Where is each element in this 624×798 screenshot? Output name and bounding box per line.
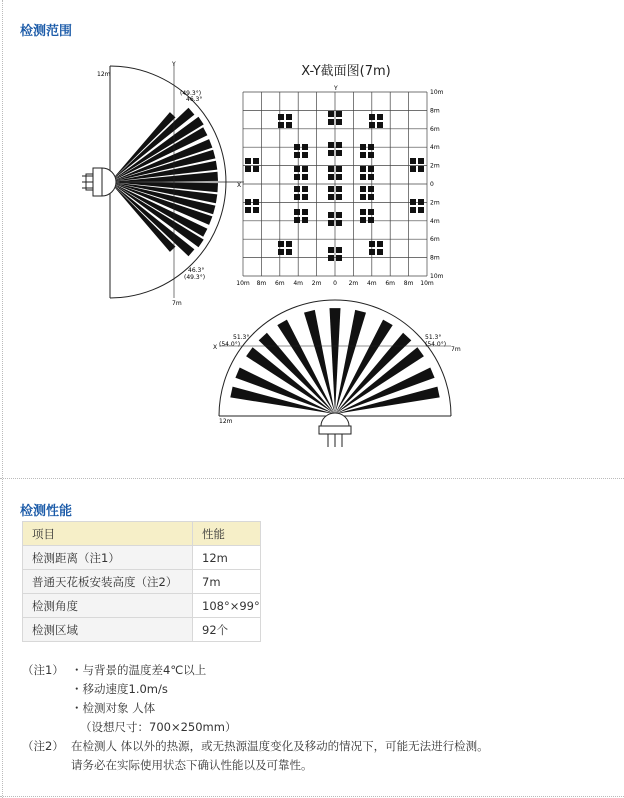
detection-zone bbox=[369, 114, 383, 128]
range-section-title: 检测范围 bbox=[20, 24, 73, 39]
row-item: 检测角度 bbox=[23, 594, 193, 618]
table-row bbox=[23, 570, 261, 594]
front-beam bbox=[277, 320, 335, 414]
side-top-angle-a: (49.3°) bbox=[180, 90, 202, 97]
detection-zone bbox=[294, 166, 308, 180]
side-bottom-distance: 7m bbox=[172, 300, 182, 307]
grid-right-tick: 4m bbox=[430, 144, 440, 152]
detection-zone bbox=[294, 186, 308, 200]
grid-right-tick: 4m bbox=[430, 217, 440, 225]
left-dotted-border bbox=[2, 0, 3, 798]
front-bottom-distance: 12m bbox=[219, 418, 233, 425]
grid-right-ticks bbox=[430, 89, 444, 280]
grid-right-tick: 6m bbox=[430, 236, 440, 244]
note2-line: 在检测人 体以外的热源，或无热源温度变化及移动的情况下，可能无法进行检测。 bbox=[71, 739, 489, 753]
header-value: 性能 bbox=[193, 522, 261, 546]
front-beam bbox=[335, 320, 393, 414]
row-item: 检测距离（注1） bbox=[23, 546, 193, 570]
front-right-distance: 7m bbox=[451, 346, 461, 353]
front-right-angle-b: (54.0°) bbox=[425, 341, 447, 348]
detection-zone bbox=[410, 158, 424, 172]
detection-zone bbox=[410, 199, 424, 213]
grid-bottom-tick: 6m bbox=[274, 280, 285, 287]
front-left-angle-a: 51.3° bbox=[233, 334, 250, 341]
grid-right-tick: 0 bbox=[430, 181, 434, 188]
detection-zone bbox=[245, 199, 259, 213]
performance-table bbox=[22, 521, 261, 642]
bottom-divider bbox=[0, 796, 624, 797]
front-left-angle-b: (54.0°) bbox=[219, 341, 241, 348]
detection-zone bbox=[245, 158, 259, 172]
side-top-angle-b: 46.3° bbox=[186, 96, 203, 103]
section-divider bbox=[0, 478, 624, 479]
grid-right-tick: 8m bbox=[430, 107, 440, 115]
side-view-diagram bbox=[60, 58, 245, 308]
row-value: 12m bbox=[193, 546, 261, 570]
row-value: 7m bbox=[193, 570, 261, 594]
table-row bbox=[23, 546, 261, 570]
row-value: 108°×99° bbox=[193, 594, 261, 618]
grid-right-tick: 10m bbox=[430, 89, 444, 96]
front-x-label: X bbox=[213, 344, 218, 351]
table-row bbox=[23, 594, 261, 618]
grid-bottom-tick: 8m bbox=[256, 280, 267, 287]
grid-title: X-Y截面图(7m) bbox=[301, 64, 391, 79]
grid-bottom-tick: 10m bbox=[236, 280, 250, 287]
grid-lines bbox=[243, 92, 427, 276]
front-view-beams bbox=[230, 308, 442, 414]
row-item: 检测区域 bbox=[23, 618, 193, 642]
sensor-side-icon bbox=[82, 168, 116, 196]
grid-bottom-tick: 8m bbox=[403, 280, 414, 287]
table-row bbox=[23, 618, 261, 642]
grid-bottom-ticks bbox=[236, 280, 434, 287]
front-right-angle-a: 51.3° bbox=[425, 334, 442, 341]
grid-bottom-tick: 6m bbox=[385, 280, 396, 287]
grid-bottom-tick: 0 bbox=[333, 280, 337, 287]
row-item: 普通天花板安装高度（注2） bbox=[23, 570, 193, 594]
grid-bottom-tick: 4m bbox=[366, 280, 377, 287]
side-y-label: Y bbox=[172, 61, 176, 68]
grid-right-tick: 8m bbox=[430, 254, 440, 262]
grid-right-tick: 2m bbox=[430, 162, 440, 170]
grid-x-label: X bbox=[237, 182, 242, 189]
note1-line: ・移动速度1.0m/s bbox=[71, 682, 168, 696]
side-bottom-angle-b: 46.3° bbox=[188, 267, 205, 274]
row-value: 92个 bbox=[193, 618, 261, 642]
note1-line: （设想尺寸：700×250mm） bbox=[80, 720, 237, 734]
side-distance-label: 12m bbox=[97, 71, 111, 78]
note1-line: ・与背景的温度差4℃以上 bbox=[71, 663, 207, 677]
note2-label: （注2） bbox=[22, 739, 64, 753]
grid-right-tick: 6m bbox=[430, 125, 440, 133]
xy-grid-diagram bbox=[236, 58, 451, 290]
grid-bottom-tick: 2m bbox=[311, 280, 322, 287]
detection-zone bbox=[294, 144, 308, 158]
grid-detection-zones bbox=[245, 111, 424, 261]
table-header-row bbox=[23, 522, 261, 546]
grid-bottom-tick: 2m bbox=[348, 280, 359, 287]
note1-label: （注1） bbox=[22, 663, 64, 677]
grid-y-label: Y bbox=[334, 85, 338, 92]
note1-line: ・检测对象 人体 bbox=[71, 701, 156, 715]
note2-line: 请务必在实际使用状态下确认性能以及可靠性。 bbox=[71, 758, 313, 772]
grid-right-tick: 10m bbox=[430, 273, 444, 280]
grid-bottom-tick: 4m bbox=[293, 280, 304, 287]
grid-right-tick: 2m bbox=[430, 199, 440, 207]
side-bottom-angle-a: (49.3°) bbox=[184, 274, 206, 281]
grid-bottom-tick: 10m bbox=[420, 280, 434, 287]
header-item: 项目 bbox=[23, 522, 193, 546]
detection-zone bbox=[369, 241, 383, 255]
performance-section-title: 检测性能 bbox=[20, 504, 73, 519]
sensor-front-icon bbox=[319, 413, 351, 447]
front-view-diagram bbox=[205, 296, 465, 458]
